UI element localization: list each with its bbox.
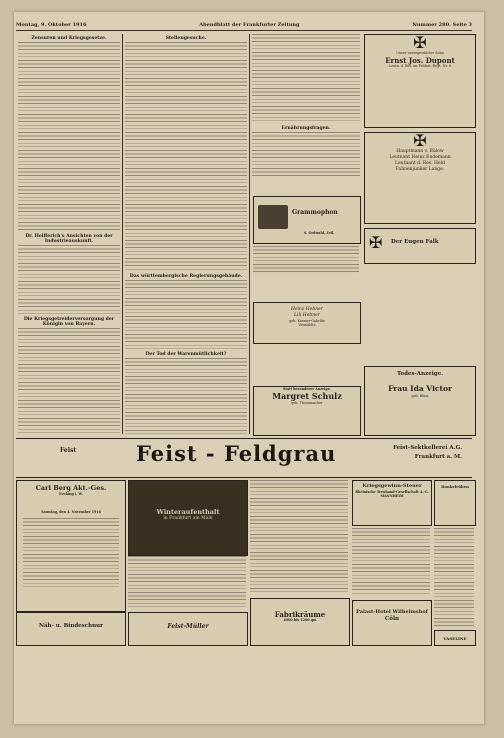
grammophon-ad: Grammophon S. Ordwald, Zeil. <box>253 196 361 244</box>
article-column-1 <box>18 34 120 434</box>
article-heading: Das württembergische Regierungsgebäude. <box>129 274 243 279</box>
bulow-obituary: ✠ Hauptmann v. Bülow Leutnant Heinz Endemann Leutnant d. Res. Held Fahnenjunker Lange. <box>364 132 476 224</box>
article-heading: Der Tod der Warenmütlichkeit? <box>145 352 227 357</box>
article-heading: Zensuren und Kriegsgesetze. <box>31 36 107 41</box>
runkelruben-ad: Runkelrüben <box>434 480 476 526</box>
kriegsgewinn-ad: Kriegsgewinn-Steuer Rheinische Treuhand-Gesellschaft A.-G. MANNHEIM <box>352 480 432 526</box>
notices <box>128 556 246 608</box>
feist-mueller-ad: Feist-Müller <box>128 612 248 646</box>
fabrikraume-ad: Fabrikräume 4000 bis 1200 qm <box>250 598 350 646</box>
iron-cross-icon: ✠ <box>369 233 383 252</box>
page-header <box>16 22 472 31</box>
header-page: Nummer 280. Seite 3 <box>412 22 472 28</box>
notice-ad <box>253 246 359 274</box>
article-column-2 <box>125 34 247 434</box>
article-heading: Die Kriegsgetreiderversorgung der Königin von Bayern. <box>23 317 115 327</box>
vaseline-ad: VASELINE <box>434 630 476 646</box>
article-heading: Stellengesuche. <box>165 36 207 41</box>
carl-berg-ad: Carl Berg Akt.-Ges. Eveking i. W. Samstag, den 4. November 1916 <box>16 480 126 612</box>
wedding-announcement: Heinz Hebner Lili Hebner geb. Kramer-Gahrlitz Vermählte <box>253 302 361 344</box>
dupont-obituary: ✠ Unser unvergesslicher Sohn Ernst Jos. Dupont Leutn. d. Res. im Feldart.-Regt. Nr. 8 <box>364 34 476 128</box>
article-heading: Dr. Helfferich's Ansichten von der Industrieauskunft. <box>25 234 113 244</box>
small-ads <box>434 528 474 628</box>
article-heading: Ernährungsfragen. <box>281 126 331 131</box>
schulz-announcement: Statt besonderer Anzeige. Margret Schulz geb. Thoenmacher <box>253 386 361 436</box>
victor-death-notice: Todes-Anzeige. Frau Ida Victor geb. Blum <box>364 366 476 436</box>
falk-obituary: ✠ Der Eugen Falk <box>364 228 476 264</box>
header-date: Montag, 9. Oktober 1916 <box>16 22 87 28</box>
iron-cross-icon: ✠ <box>413 34 427 52</box>
winteraufenthalt-ad: Winteraufenthalt in Frankfurt am Main <box>128 480 248 556</box>
header-paper: Abendblatt der Frankfurter Zeitung <box>199 22 300 28</box>
article-column-3 <box>252 34 360 184</box>
gramophone-image <box>258 205 288 229</box>
hotel-ad <box>352 528 430 596</box>
naeh-bindeschnur-ad: Näh- u. Bindeschnur <box>16 612 126 646</box>
middle-ads <box>250 480 348 592</box>
feist-banner-ad: Feist Feist - Feldgrau Feist-Sektkellerei A.G. Frankfurt a. M. <box>16 438 472 478</box>
iron-cross-icon: ✠ <box>413 132 427 150</box>
palast-hotel-ad: Palast-Hotel Wilhelmshof Cöln <box>352 600 432 646</box>
